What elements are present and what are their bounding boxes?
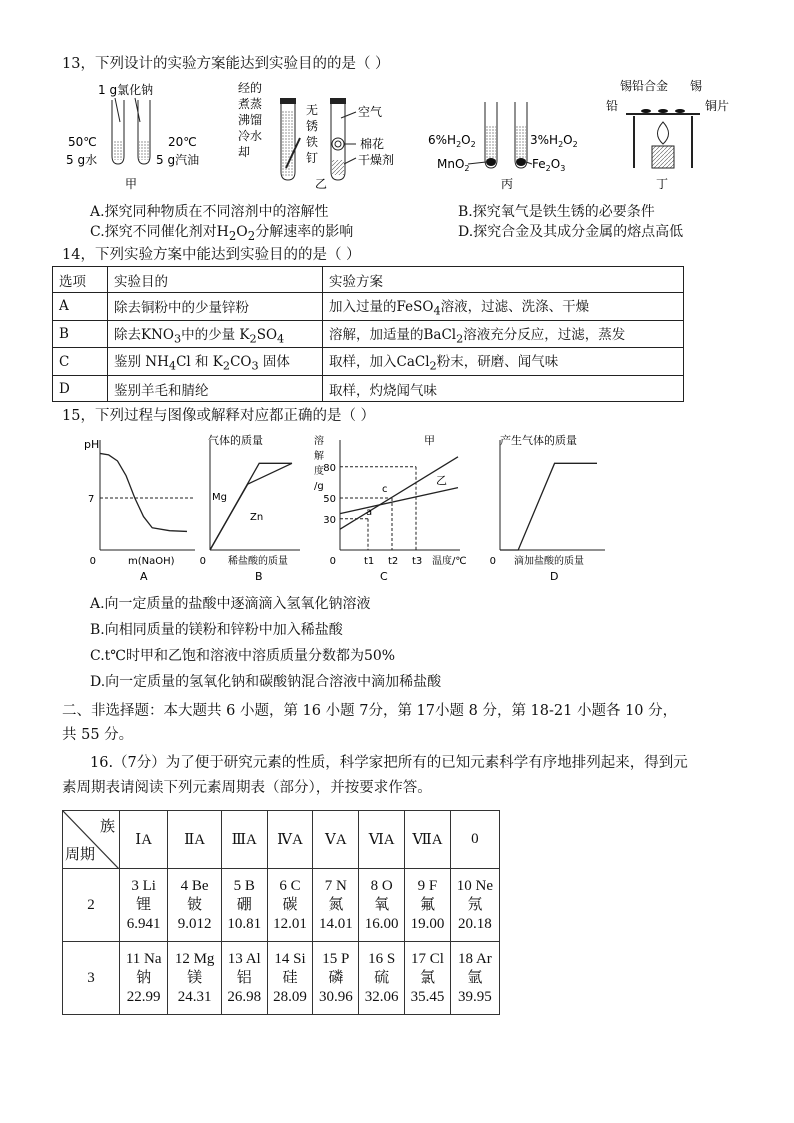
svg-text:Fe2O3: $Fe_2O_3$: [532, 157, 566, 173]
table-row: A 除去铜粉中的少量锌粉 加入过量的FeSO$_4$溶液，过滤、洗涤、干燥: [53, 293, 684, 321]
svg-text:锈: 锈: [306, 119, 319, 133]
element-mass: 10.81: [227, 915, 262, 932]
svg-text:沸馏: 沸馏: [238, 113, 263, 127]
periodic-table: [62, 810, 500, 1015]
point-a: a: [366, 506, 373, 518]
element-cell: [450, 942, 499, 1015]
element-mass: 22.99: [126, 988, 161, 1005]
element-cell: [313, 869, 359, 942]
chart-label-c: C: [380, 570, 388, 583]
element-symbol: 3 Li: [131, 877, 156, 894]
group-header: ⅦA: [405, 811, 451, 869]
q15-charts: [70, 430, 630, 588]
group-header: 0: [450, 811, 499, 869]
group-header: ⅢA: [221, 811, 267, 869]
y-axis-label-char: 解: [314, 451, 324, 462]
element-mass: 26.98: [227, 988, 262, 1005]
element-symbol: 15 P: [322, 950, 350, 967]
series-zn: [210, 463, 292, 550]
x-axis-label: 稀盐酸的质量: [228, 556, 288, 567]
element-symbol: 4 Be: [180, 877, 209, 894]
table-row: B 除去$KNO_3$中的少量 $K_2SO_4$ 溶解，加适量的BaCl$_2$溶液充分反应，过滤，蒸发: [53, 320, 684, 348]
y-axis-label-char: 度: [314, 466, 324, 477]
element-symbol: 11 Na: [125, 950, 162, 967]
element-symbol: 16 S: [368, 950, 396, 967]
q15-option-d: D.向一定质量的氢氧化钠和碳酸钠混合溶液中滴加稀盐酸: [90, 674, 442, 690]
svg-text:冷水: 冷水: [238, 129, 263, 143]
element-mass: 19.00: [410, 915, 445, 932]
ptable-header-row: [63, 811, 500, 869]
table-row: C 鉴别 $NH_4Cl$ 和 $K_2CO_3$ 固体 取样，加入CaCl$_2$粉末，研磨、闻气味: [53, 348, 684, 376]
svg-text:铜片: 铜片: [705, 99, 730, 113]
x-axis-label: 温度/℃: [432, 556, 467, 567]
element-mass: 12.01: [273, 915, 307, 932]
svg-text:5 g水: 5 g水: [66, 153, 98, 167]
element-name: 锂: [136, 896, 152, 913]
group-header: ⅣA: [267, 811, 313, 869]
element-cell: [405, 942, 451, 1015]
x-tick: t3: [412, 556, 423, 567]
element-name: 磷: [328, 969, 344, 986]
x-axis-label: 滴加盐酸的质量: [514, 556, 584, 567]
q15-option-b: B.向相同质量的镁粉和锌粉中加入稀盐酸: [90, 622, 343, 638]
element-symbol: 6 C: [279, 877, 301, 894]
element-mass: 39.95: [458, 988, 492, 1005]
svg-text:干燥剂: 干燥剂: [358, 153, 395, 167]
series-label-mg: Mg: [212, 492, 227, 503]
q14-table: [52, 266, 684, 402]
q15-title: 15，下列过程与图像或解释对应都正确的是（ ）: [62, 408, 376, 424]
element-mass: 20.18: [458, 915, 492, 932]
q14-title: 14，下列实验方案中能达到实验目的的是（ ）: [62, 247, 361, 263]
svg-text:无: 无: [306, 103, 319, 117]
origin-label: 0: [489, 556, 496, 567]
element-mass: 16.00: [364, 915, 399, 932]
y-axis-label: pH: [84, 438, 100, 451]
svg-text:MnO2: MnO$_2$: [437, 157, 470, 173]
y-tick: 30: [323, 514, 336, 526]
q15-option-a: A.向一定质量的盐酸中逐滴滴入氢氧化钠溶液: [90, 596, 371, 612]
element-symbol: 9 F: [417, 877, 438, 894]
element-symbol: 10 Ne: [456, 877, 494, 894]
q16-line2: 素周期表请阅读下列元素周期表（部分），并按要求作答。: [62, 780, 432, 796]
element-symbol: 14 Si: [274, 950, 306, 967]
group-header: ⅠA: [120, 811, 168, 869]
element-mass: 24.31: [177, 988, 212, 1005]
element-name: 碳: [282, 896, 298, 913]
svg-text:棉花: 棉花: [360, 137, 385, 151]
element-symbol: 13 Al: [227, 950, 261, 967]
y-tick: 50: [323, 494, 336, 505]
y-axis-label-char: 溶: [314, 436, 324, 447]
element-mass: 28.09: [273, 988, 307, 1005]
figure-ding: [606, 78, 729, 191]
q16-line1: 16.（7分）为了便于研究元素的性质，科学家把所有的已知元素科学有序地排列起来，得到元: [90, 755, 688, 771]
element-name: 氮: [328, 896, 344, 913]
q13-option-a: A.探究同种物质在不同溶剂中的溶解性: [90, 204, 329, 220]
ptable-corner: 族 周期: [63, 811, 120, 869]
q15-option-c: C.t℃时甲和乙饱和溶液中溶质质量分数都为50%: [90, 648, 396, 664]
origin-label: 0: [329, 556, 336, 567]
svg-text:锡铅合金: 锡铅合金: [620, 79, 669, 93]
svg-text:却: 却: [238, 145, 251, 159]
figure-jia: [66, 82, 199, 191]
section2-line1: 二、非选择题：本大题共 6 小题，第 16 小题 7分，第 17小题 8 分，第 18-21 小题各 10 分，: [62, 703, 678, 719]
x-tick: t2: [388, 556, 399, 567]
element-mass: 6.941: [126, 915, 161, 932]
element-name: 铍: [187, 896, 203, 913]
element-cell: [359, 942, 405, 1015]
element-mass: 9.012: [177, 915, 212, 932]
chart-label-b: B: [255, 570, 263, 583]
svg-text:丁: 丁: [656, 177, 669, 191]
series-mg: [210, 463, 292, 550]
svg-text:3%H2O2: $3\%H_2O_2$: [530, 133, 578, 149]
q13-option-c: C.探究不同催化剂对$H_2O_2$分解速率的影响: [90, 224, 354, 243]
svg-text:甲: 甲: [125, 177, 138, 191]
element-symbol: 7 N: [324, 877, 347, 894]
svg-text:50℃: 50℃: [68, 135, 97, 149]
svg-text:乙: 乙: [315, 177, 328, 191]
chart-label-d: D: [550, 570, 559, 583]
svg-text:6%H2O2: $6\%H_2O_2$: [428, 133, 476, 149]
element-cell: [168, 869, 222, 942]
ref-label: 7: [88, 494, 95, 505]
series-jia: [340, 457, 458, 529]
q13-option-b: B.探究氧气是铁生锈的必要条件: [458, 204, 655, 220]
y-axis-label: 气体的质量: [208, 434, 263, 447]
element-name: 硫: [374, 969, 390, 986]
figure-yi: [238, 81, 394, 191]
period-number: 3: [63, 942, 120, 1015]
q13-title: 13，下列设计的实验方案能达到实验目的的是（ ）: [62, 56, 390, 72]
point-c: c: [382, 484, 388, 495]
table-header-row: 选项 实验目的 实验方案: [53, 267, 684, 293]
series-label-yi: 乙: [436, 474, 447, 487]
element-cell: [221, 942, 267, 1015]
section2-line2: 共 55 分。: [62, 727, 134, 743]
svg-text:20℃: 20℃: [168, 135, 197, 149]
svg-text:煮蒸: 煮蒸: [238, 97, 263, 111]
svg-text:锡: 锡: [690, 79, 703, 93]
y-axis-label: 产生气体的质量: [500, 434, 577, 447]
gas-curve: [500, 463, 597, 550]
element-cell: [120, 869, 168, 942]
q13-figures: [60, 78, 750, 196]
element-name: 氟: [419, 896, 435, 913]
element-symbol: 17 Cl: [410, 950, 444, 967]
element-mass: 30.96: [318, 988, 353, 1005]
q13-option-d: D.探究合金及其成分金属的熔点高低: [458, 224, 684, 240]
element-name: 钠: [136, 969, 152, 986]
ph-curve: [100, 453, 187, 531]
x-axis-label: m(NaOH): [128, 556, 175, 567]
svg-text:铁: 铁: [306, 135, 319, 149]
element-cell: [313, 942, 359, 1015]
period-number: 2: [63, 869, 120, 942]
group-header: ⅥA: [359, 811, 405, 869]
figure-bing: [428, 102, 578, 191]
element-symbol: 18 Ar: [458, 950, 492, 967]
period-row: [63, 942, 500, 1015]
chart-label-a: A: [140, 570, 148, 583]
origin-label: 0: [199, 556, 206, 567]
element-mass: 35.45: [410, 988, 445, 1005]
element-name: 硅: [282, 969, 298, 986]
element-symbol: 8 O: [370, 877, 393, 894]
svg-text:5 g汽油: 5 g汽油: [156, 153, 200, 167]
x-tick: t1: [364, 556, 375, 567]
element-cell: [405, 869, 451, 942]
jia-top: 1 g氯化钠: [98, 83, 154, 97]
group-header: ⅤA: [313, 811, 359, 869]
element-cell: [267, 942, 313, 1015]
element-name: 氧: [374, 896, 390, 913]
element-cell: [267, 869, 313, 942]
element-cell: [359, 869, 405, 942]
y-axis-label-char: /g: [314, 481, 324, 492]
element-cell: [120, 942, 168, 1015]
svg-text:丙: 丙: [501, 177, 514, 191]
element-name: 氯: [419, 969, 435, 986]
element-name: 铝: [236, 969, 252, 986]
svg-text:经的: 经的: [238, 81, 263, 95]
element-cell: [168, 942, 222, 1015]
element-name: 氩: [467, 969, 483, 986]
origin-label: 0: [89, 556, 96, 567]
element-mass: 32.06: [364, 988, 399, 1005]
svg-text:钉: 钉: [306, 151, 319, 165]
group-header: ⅡA: [168, 811, 222, 869]
element-symbol: 12 Mg: [174, 950, 215, 967]
svg-text:铅: 铅: [606, 99, 619, 113]
period-row: [63, 869, 500, 942]
series-yi: [340, 488, 458, 514]
element-name: 氖: [467, 896, 483, 913]
svg-text:空气: 空气: [358, 105, 383, 119]
series-label-zn: Zn: [250, 512, 264, 523]
element-name: 硼: [236, 896, 252, 913]
element-cell: [450, 869, 499, 942]
y-tick: 80: [323, 462, 336, 474]
element-name: 镁: [187, 969, 203, 986]
element-cell: [221, 869, 267, 942]
element-mass: 14.01: [318, 915, 353, 932]
series-label-jia: 甲: [424, 434, 435, 447]
element-symbol: 5 B: [233, 877, 255, 894]
table-row: D 鉴别羊毛和腈纶 取样，灼烧闻气味: [53, 376, 684, 402]
